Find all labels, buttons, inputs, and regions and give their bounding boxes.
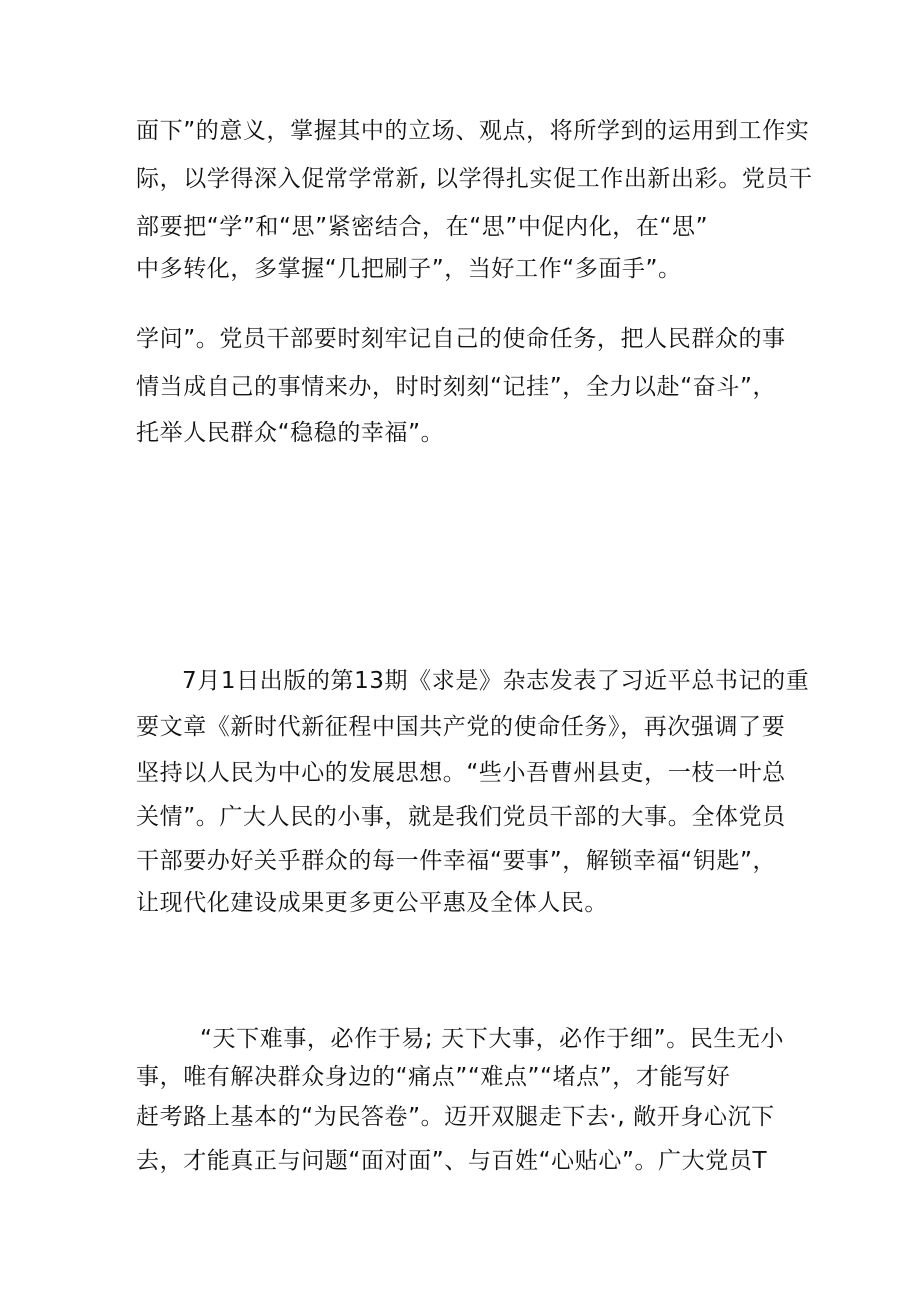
paragraph-line: 7月1日出版的第13期《求是》杂志发表了习近平总书记的重 <box>182 668 810 694</box>
paragraph-line: 中多转化，多掌握“几把刷子”，当好工作“多面手”。 <box>136 256 682 282</box>
paragraph-line: 事，唯有解决群众身边的“痛点”“难点”“堵点”，才能写好 <box>136 1064 731 1090</box>
paragraph-line: 情当成自己的事情来办，时时刻刻“记挂”，全力以赴“奋斗”， <box>136 374 777 400</box>
paragraph-line: 让现代化建设成果更多更公平惠及全体人民。 <box>136 890 608 916</box>
paragraph-line: 坚持以人民为中心的发展思想。“些小吾曹州县吏，一枝一叶总 <box>136 760 786 786</box>
paragraph-line: “天下难事，必作于易; 天下大事，必作于细”。民生无小 <box>200 1026 785 1052</box>
paragraph-line: 际，以学得深入促常学常新, 以学得扎实促工作出新出彩。党员干 <box>136 166 813 192</box>
paragraph-line: 要文章《新时代新征程中国共产党的使命任务》，再次强调了要 <box>136 714 786 740</box>
paragraph-line: 去，才能真正与问题“面对面”、与百姓“心贴心”。广大党员T <box>136 1148 768 1174</box>
paragraph-line: 关情”。广大人民的小事，就是我们党员干部的大事。全体党员 <box>136 804 786 830</box>
paragraph-line: 托举人民群众“稳稳的幸福”。 <box>136 420 445 446</box>
paragraph-line: 面下”的意义，掌握其中的立场、观点，将所学到的运用到工作实 <box>136 118 810 144</box>
paragraph-line: 干部要办好关乎群众的每一件幸福“要事”，解锁幸福“钥匙”， <box>136 848 777 874</box>
paragraph-line: 赶考路上基本的“为民答卷”。迈开双腿走下去·, 敞开身心沉下 <box>136 1104 775 1130</box>
paragraph-line: 学问”。党员干部要时刻牢记自己的使命任务，把人民群众的事 <box>136 326 786 352</box>
paragraph-line: 部要把“学”和“思”紧密结合，在“思”中促内化，在“思” <box>136 214 709 240</box>
